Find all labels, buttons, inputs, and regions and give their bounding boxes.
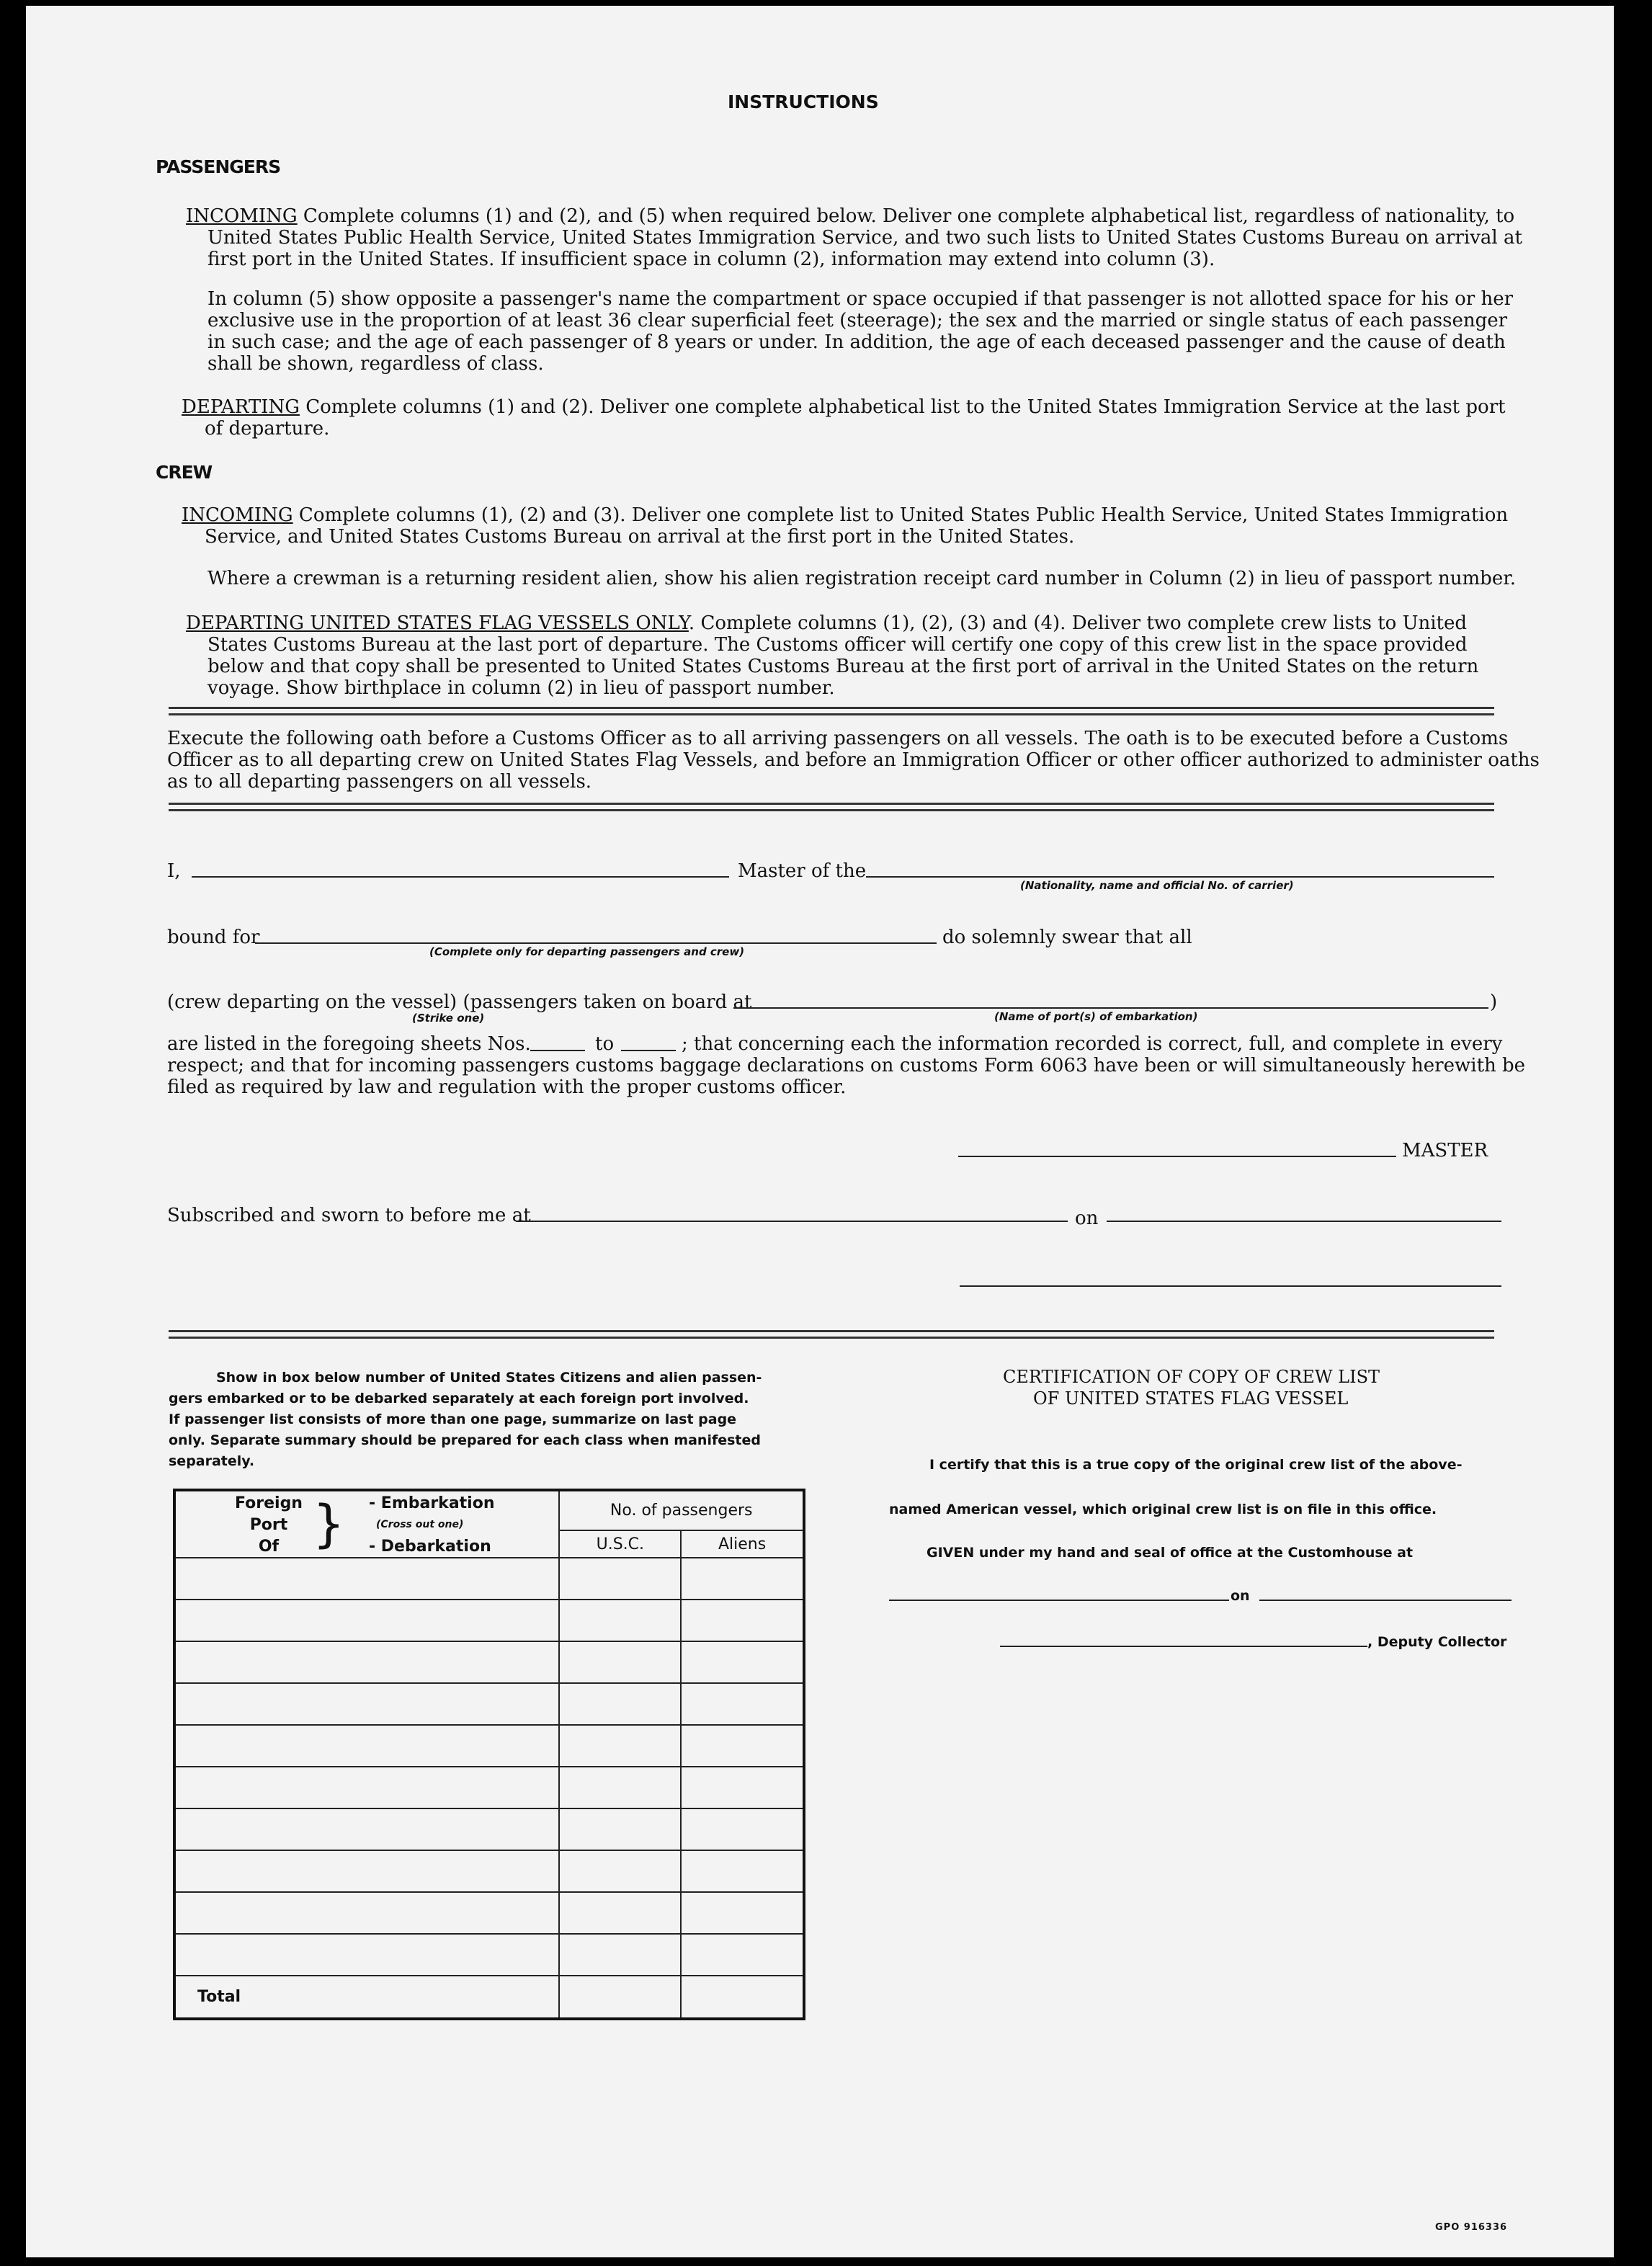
- total-aliens-cell[interactable]: [681, 1976, 804, 2019]
- oath-instructions-line3: as to all departing passengers on all vessels.: [167, 771, 592, 793]
- passengers-incoming-label: INCOMING: [186, 205, 298, 227]
- crew-title: CREW: [156, 462, 213, 483]
- complete-only-caption: (Complete only for departing passengers and crew): [429, 945, 745, 958]
- passengers-col5-line1: In column (5) show opposite a passenger's name the compartment or space occupied if that passenger is not allotted space for his or her: [207, 288, 1514, 310]
- form-page: [26, 6, 1614, 2257]
- usc-cell[interactable]: [559, 1641, 681, 1683]
- passengers-col5-line2: exclusive use in the proportion of at least 36 clear superficial feet (steerage); the sex and the married or single status of each passenger: [207, 310, 1508, 331]
- usc-cell[interactable]: [559, 1767, 681, 1808]
- nationality-caption: (Nationality, name and official No. of carrier): [1020, 879, 1294, 892]
- passengers-incoming-line3: first port in the United States. If insufficient space in column (2), information may extend into column (3).: [207, 249, 1215, 270]
- usc-cell[interactable]: [559, 1600, 681, 1641]
- summary-line5: separately.: [169, 1453, 255, 1469]
- crew-departing-line1: DEPARTING UNITED STATES FLAG VESSELS ONLY. Complete columns (1), (2), (3) and (4). Deliver two complete crew lists to United: [186, 612, 1468, 634]
- cert-date-field[interactable]: [1259, 1600, 1512, 1601]
- usc-cell[interactable]: [559, 1683, 681, 1725]
- master-signature-field[interactable]: [958, 1156, 1396, 1157]
- oath-instructions-line1: Execute the following oath before a Customs Officer as to all arriving passengers on all vessels. The oath is to be executed before a Customs: [167, 728, 1509, 749]
- debarkation-label: - Debarkation: [369, 1538, 491, 1556]
- deputy-collector-label: , Deputy Collector: [1367, 1634, 1507, 1650]
- port-cell[interactable]: [174, 1850, 559, 1892]
- passengers-incoming-line1: INCOMING Complete columns (1) and (2), and (5) when required below. Deliver one complete alphabetical list, regardless of nationality, to: [186, 205, 1515, 227]
- aliens-cell[interactable]: [681, 1850, 804, 1892]
- master-name-field[interactable]: [192, 876, 729, 878]
- table-row: [174, 1767, 804, 1808]
- brace: }: [313, 1494, 345, 1553]
- port-cell[interactable]: [174, 1767, 559, 1808]
- port-cell[interactable]: [174, 1558, 559, 1600]
- aliens-cell[interactable]: [681, 1808, 804, 1850]
- carrier-field[interactable]: [866, 876, 1494, 878]
- cert-line3: GIVEN under my hand and seal of office at the Customhouse at: [927, 1545, 1414, 1561]
- table-row: [174, 1808, 804, 1850]
- passenger-summary-table: [173, 1489, 805, 2020]
- crew-departing-line2: States Customs Bureau at the last port of departure. The Customs officer will certify one copy of this crew list in the space provided: [207, 634, 1468, 656]
- passengers-incoming-line2: United States Public Health Service, United States Immigration Service, and two such lists to United States Customs Bureau on arrival at: [207, 227, 1522, 249]
- subscribed-label: Subscribed and sworn to before me at: [167, 1205, 531, 1226]
- port-cell[interactable]: [174, 1600, 559, 1641]
- crew-resident-line: Where a crewman is a returning resident alien, show his alien registration receipt card number in Column (2) in lieu of passport number.: [207, 568, 1517, 589]
- aliens-cell[interactable]: [681, 1934, 804, 1976]
- usc-cell[interactable]: [559, 1558, 681, 1600]
- cert-on-label: on: [1231, 1588, 1250, 1604]
- passengers-col5-line4: shall be shown, regardless of class.: [207, 353, 544, 375]
- bound-for-label: bound for: [167, 927, 260, 948]
- usc-cell[interactable]: [559, 1892, 681, 1934]
- sheet-to-field[interactable]: [621, 1050, 676, 1051]
- listed-sheets-a: are listed in the foregoing sheets Nos.: [167, 1033, 531, 1055]
- table-row: [174, 1641, 804, 1683]
- port-cell[interactable]: [174, 1892, 559, 1934]
- aliens-cell[interactable]: [681, 1558, 804, 1600]
- crew-departing-line3: below and that copy shall be presented to United States Customs Bureau at the first port of arrival in the United States on the return: [207, 656, 1479, 677]
- crew-incoming-label: INCOMING: [182, 504, 293, 526]
- instructions-heading: INSTRUCTIONS: [728, 92, 879, 112]
- passengers-departing-line1: DEPARTING Complete columns (1) and (2). Deliver one complete alphabetical list to the United States Immigration Service at the last port: [182, 396, 1506, 418]
- sworn-on-label: on: [1075, 1208, 1099, 1229]
- usc-cell[interactable]: [559, 1934, 681, 1976]
- port-cell[interactable]: [174, 1683, 559, 1725]
- total-label: Total: [174, 1976, 559, 2019]
- aliens-cell[interactable]: [681, 1600, 804, 1641]
- passengers-col5-line3: in such case; and the age of each passenger of 8 years or under. In addition, the age of each deceased passenger and the cause of death: [207, 331, 1506, 353]
- oath-i: I,: [167, 860, 181, 882]
- port-label: Port: [249, 1516, 288, 1534]
- sworn-location-field[interactable]: [516, 1221, 1068, 1222]
- close-paren: ): [1490, 991, 1498, 1013]
- port-header-cell: [174, 1490, 559, 1558]
- crew-departing-line4: voyage. Show birthplace in column (2) in lieu of passport number.: [207, 677, 835, 699]
- table-row: [174, 1850, 804, 1892]
- foreign-label: Foreign: [235, 1494, 303, 1512]
- crew-departing-label: DEPARTING UNITED STATES FLAG VESSELS ONLY: [186, 612, 689, 634]
- passengers-departing-label: DEPARTING: [182, 396, 300, 418]
- passengers-title: PASSENGERS: [156, 156, 281, 177]
- oath-instructions-line2: Officer as to all departing crew on United States Flag Vessels, and before an Immigration Officer or other officer authorized to administer oaths: [167, 749, 1540, 771]
- aliens-cell[interactable]: [681, 1683, 804, 1725]
- cert-title-line2: OF UNITED STATES FLAG VESSEL: [1033, 1388, 1349, 1409]
- usc-cell[interactable]: [559, 1850, 681, 1892]
- master-of-the-label: Master of the: [738, 860, 867, 882]
- port-cell[interactable]: [174, 1725, 559, 1767]
- port-cell[interactable]: [174, 1641, 559, 1683]
- cert-title-line1: CERTIFICATION OF COPY OF CREW LIST: [1003, 1367, 1380, 1387]
- usc-cell[interactable]: [559, 1808, 681, 1850]
- no-of-passengers-header: No. of passengers: [559, 1490, 804, 1530]
- respect-line: respect; and that for incoming passengers customs baggage declarations on customs Form 6063 have been or will simultaneously herewith be: [167, 1055, 1526, 1076]
- sworn-date-field[interactable]: [1107, 1221, 1501, 1222]
- aliens-header: Aliens: [681, 1530, 804, 1558]
- aliens-cell[interactable]: [681, 1892, 804, 1934]
- section-divider: [169, 707, 1494, 715]
- passengers-departing-line2: of departure.: [205, 418, 330, 440]
- table-row: [174, 1558, 804, 1600]
- bound-for-field[interactable]: [255, 942, 937, 944]
- aliens-cell[interactable]: [681, 1641, 804, 1683]
- port-cell[interactable]: [174, 1808, 559, 1850]
- gpo-number: GPO 916336: [1435, 2222, 1508, 2233]
- port-of-embarkation-field[interactable]: [733, 1007, 1488, 1009]
- aliens-cell[interactable]: [681, 1725, 804, 1767]
- summary-line4: only. Separate summary should be prepared for each class when manifested: [169, 1432, 761, 1448]
- officer-signature-field[interactable]: [960, 1285, 1501, 1287]
- summary-line3: If passenger list consists of more than one page, summarize on last page: [169, 1411, 737, 1427]
- do-solemnly-label: do solemnly swear that all: [942, 927, 1192, 948]
- port-caption: (Name of port(s) of embarkation): [994, 1010, 1198, 1023]
- of-label: Of: [258, 1538, 280, 1556]
- table-row: [174, 1934, 804, 1976]
- customhouse-field[interactable]: [889, 1600, 1229, 1601]
- section-divider: [169, 803, 1494, 811]
- cert-line1: I certify that this is a true copy of the original crew list of the above-: [929, 1457, 1463, 1473]
- strike-one-caption: (Strike one): [412, 1012, 485, 1025]
- summary-line2: gers embarked or to be debarked separately at each foreign port involved.: [169, 1391, 749, 1406]
- listed-sheets-b: ; that concerning each the information recorded is correct, full, and complete in every: [682, 1033, 1503, 1055]
- cert-line2: named American vessel, which original crew list is on file in this office.: [889, 1502, 1437, 1517]
- table-row: [174, 1725, 804, 1767]
- embarkation-label: - Embarkation: [369, 1494, 495, 1512]
- table-row: [174, 1892, 804, 1934]
- filed-line: filed as required by law and regulation with the proper customs officer.: [167, 1076, 847, 1098]
- master-label: MASTER: [1402, 1140, 1488, 1161]
- summary-line1: Show in box below number of United States Citizens and alien passen-: [216, 1370, 762, 1386]
- section-divider: [169, 1330, 1494, 1339]
- crew-incoming-line1: INCOMING Complete columns (1), (2) and (3). Deliver one complete list to United States Public Health Service, United States Immigration: [182, 504, 1509, 526]
- usc-cell[interactable]: [559, 1725, 681, 1767]
- table-row: [174, 1683, 804, 1725]
- sheet-from-field[interactable]: [530, 1050, 585, 1051]
- usc-header: U.S.C.: [559, 1530, 681, 1558]
- aliens-cell[interactable]: [681, 1767, 804, 1808]
- deputy-collector-signature-field[interactable]: [1000, 1646, 1367, 1647]
- table-row: [174, 1600, 804, 1641]
- listed-sheets-to: to: [595, 1033, 615, 1055]
- cross-out-label: (Cross out one): [376, 1519, 464, 1530]
- port-cell[interactable]: [174, 1934, 559, 1976]
- crew-departing-label: (crew departing on the vessel) (passengers taken on board at: [167, 991, 752, 1013]
- total-usc-cell[interactable]: [559, 1976, 681, 2019]
- crew-incoming-line2: Service, and United States Customs Bureau on arrival at the first port in the United States.: [205, 526, 1075, 548]
